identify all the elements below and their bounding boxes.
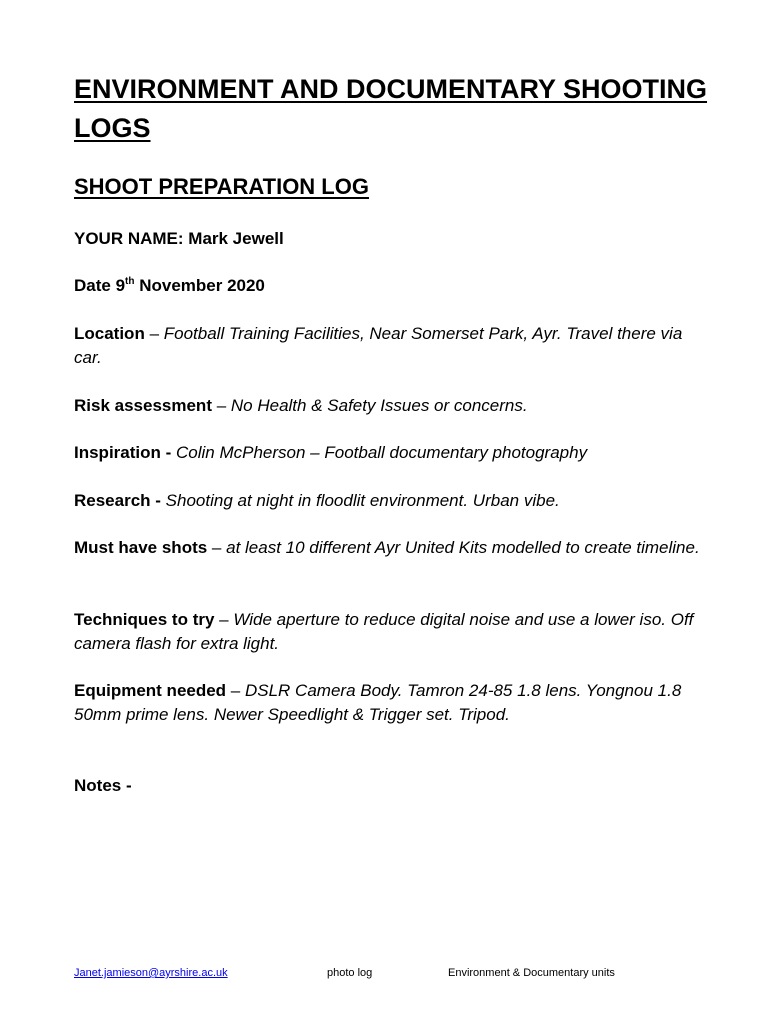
page-title: ENVIRONMENT AND DOCUMENTARY SHOOTING LOGS	[74, 74, 708, 143]
date-field	[74, 274, 714, 298]
footer-email-link[interactable]: Janet.jamieson@ayrshire.ac.uk	[74, 967, 228, 979]
notes-field	[74, 774, 714, 798]
location-separator: –	[144, 324, 164, 343]
name-label: YOUR NAME: Mark Jewell	[74, 229, 284, 248]
notes-label: Notes -	[74, 776, 132, 795]
equipment-separator: –	[226, 681, 245, 700]
shots-field	[74, 536, 714, 560]
research-label: Research -	[74, 491, 161, 510]
risk-field	[74, 394, 714, 418]
techniques-separator: –	[214, 610, 234, 629]
techniques-field	[74, 608, 714, 656]
equipment-label: Equipment needed	[74, 681, 227, 700]
location-label: Location	[74, 324, 145, 343]
risk-separator: –	[211, 396, 231, 415]
inspiration-value: Colin McPherson – Football documentary photography	[176, 443, 588, 462]
inspiration-field	[74, 441, 714, 465]
date-label	[74, 276, 265, 295]
research-field	[74, 489, 714, 513]
footer-right-text: Environment & Documentary units	[448, 967, 615, 979]
name-field	[74, 227, 714, 251]
equipment-value: DSLR Camera Body. Tamron 24-85 1.8 lens. Yongnou 1.8 50mm prime lens. Newer Speedlight & Trigger set. Tripod.	[74, 681, 682, 724]
inspiration-label: Inspiration -	[74, 443, 172, 462]
shots-separator: –	[207, 538, 227, 557]
section-title: SHOOT PREPARATION LOG	[74, 174, 369, 199]
location-value: Football Training Facilities, Near Somerset Park, Ayr. Travel there via car.	[74, 324, 683, 367]
techniques-label: Techniques to try	[74, 610, 215, 629]
location-field	[74, 322, 714, 370]
techniques-value: Wide aperture to reduce digital noise and use a lower iso. Off camera flash for extra light.	[74, 610, 694, 653]
research-value: Shooting at night in floodlit environment. Urban vibe.	[165, 491, 560, 510]
date-rest: November 2020	[134, 276, 265, 295]
date-ordinal-suffix: th	[125, 276, 135, 287]
page-footer	[74, 965, 674, 981]
footer-center-text: photo log	[327, 967, 373, 979]
shots-value: at least 10 different Ayr United Kits modelled to create timeline.	[226, 538, 700, 557]
shots-label: Must have shots	[74, 538, 208, 557]
equipment-field	[74, 679, 714, 727]
risk-label: Risk assessment	[74, 396, 212, 415]
risk-value: No Health & Safety Issues or concerns.	[230, 396, 528, 415]
date-prefix: Date 9	[74, 276, 126, 295]
